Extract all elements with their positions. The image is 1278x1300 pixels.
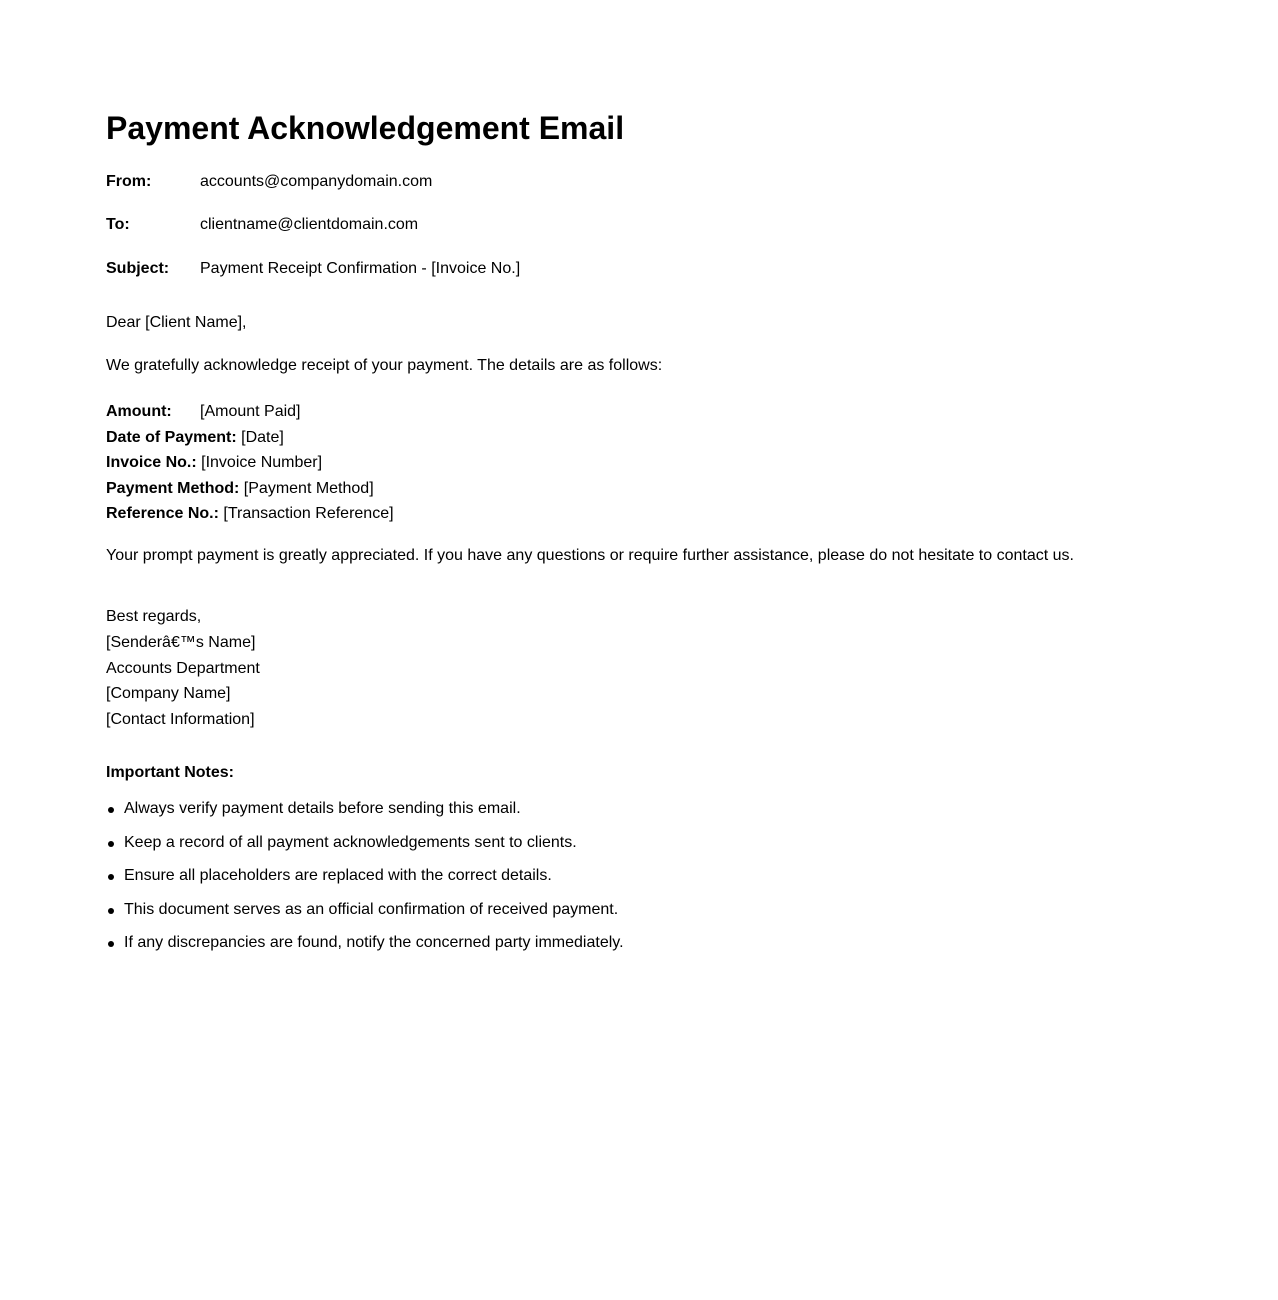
detail-label: Date of Payment: [106,428,237,446]
detail-row-amount [106,399,394,425]
intro-paragraph: We gratefully acknowledge receipt of your payment. The details are as follows: [106,357,663,374]
notes-title: Important Notes: [106,764,234,781]
bullet-icon [108,807,114,813]
signature-company: [Company Name] [106,685,231,703]
detail-value: [Payment Method] [243,479,374,497]
detail-row-reference [106,501,394,527]
signature-sender-name: [Senderâ€™s Name] [106,633,256,651]
detail-label: Payment Method: [106,479,240,497]
signature-regards: Best regards, [106,608,202,625]
subject-row [106,259,520,279]
list-item [106,933,624,967]
signature-contact: [Contact Information] [106,711,255,729]
closing-paragraph: Your prompt payment is greatly appreciated. If you have any questions or require further assistance, please do not hesitate to contact us. [106,547,1074,564]
list-item [106,799,624,833]
note-text: If any discrepancies are found, notify the concerned party immediately. [124,934,624,952]
bullet-icon [108,841,114,847]
detail-value: [Amount Paid] [200,403,301,420]
detail-row-method [106,476,394,502]
detail-value: [Date] [241,428,284,446]
bullet-icon [108,874,114,880]
notes-list [106,799,624,967]
to-row [106,215,418,235]
payment-details [106,399,394,527]
from-label: From: [106,173,152,190]
from-row [106,172,432,192]
detail-value: [Invoice Number] [201,454,323,472]
signature-block [106,604,260,733]
list-item [106,833,624,867]
detail-row-invoice [106,450,394,476]
subject-value: Payment Receipt Confirmation - [Invoice No.] [200,260,521,277]
from-value: accounts@companydomain.com [200,173,433,190]
subject-label: Subject: [106,260,170,277]
detail-row-date [106,425,394,451]
to-label: To: [106,216,130,233]
greeting: Dear [Client Name], [106,314,247,331]
bullet-icon [108,908,114,914]
page-title: Payment Acknowledgement Email [106,110,625,146]
list-item [106,900,624,934]
note-text: Keep a record of all payment acknowledgements sent to clients. [124,833,577,851]
bullet-icon [108,941,114,947]
to-value: clientname@clientdomain.com [200,216,419,233]
list-item [106,866,624,900]
note-text: Ensure all placeholders are replaced with the correct details. [124,867,552,885]
detail-label: Reference No.: [106,505,219,523]
note-text: Always verify payment details before sending this email. [124,800,521,817]
detail-value: [Transaction Reference] [223,505,394,523]
detail-label: Invoice No.: [106,454,197,472]
note-text: This document serves as an official confirmation of received payment. [124,900,619,918]
detail-label: Amount: [106,403,172,420]
signature-department: Accounts Department [106,659,260,677]
